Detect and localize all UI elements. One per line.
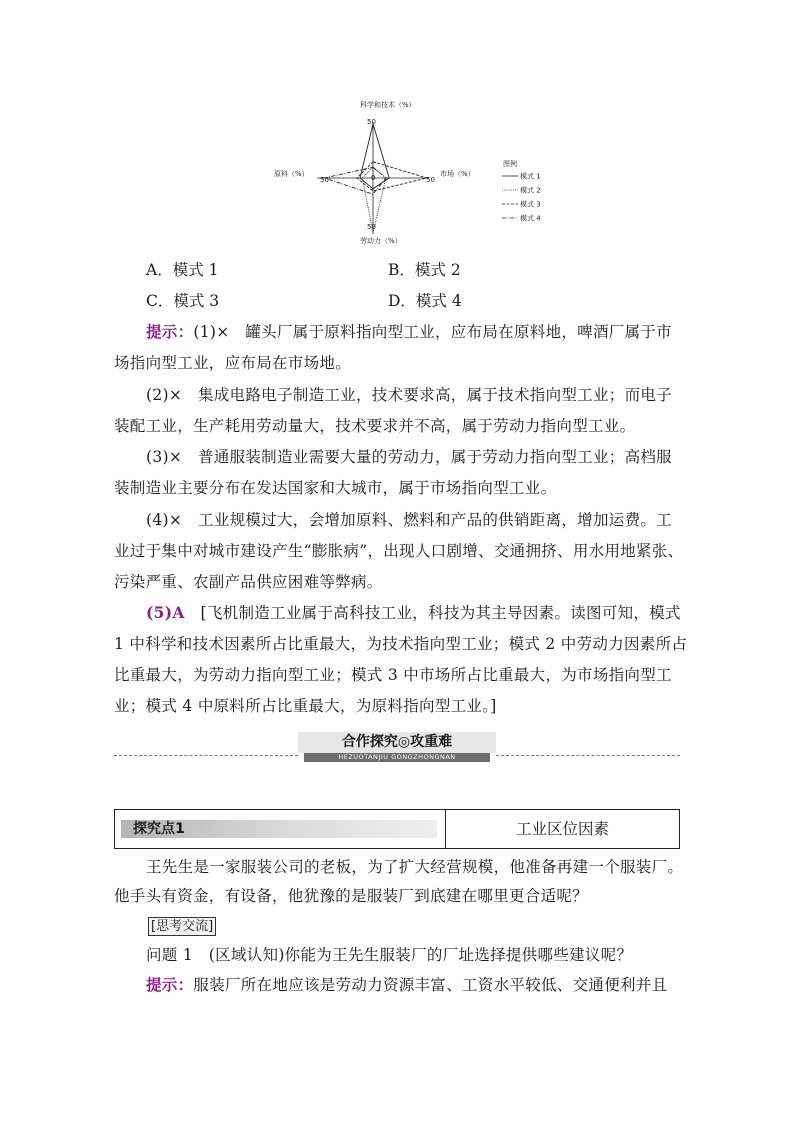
legend-item-1 bbox=[502, 172, 541, 181]
legend-item-3 bbox=[502, 200, 541, 209]
tick-label-bottom: 50 bbox=[367, 223, 376, 231]
banner-title: 合作探究◎攻重难 bbox=[298, 732, 496, 753]
axis-label-right: 市场（%） bbox=[440, 170, 475, 178]
item-1-number: (1)× bbox=[193, 323, 230, 341]
legend-label-1: 模式 1 bbox=[520, 172, 541, 181]
tick-label-top: 50 bbox=[367, 118, 376, 126]
hint-label-2: 提示： bbox=[146, 975, 194, 994]
hint-item-5-line-3: 比重最大，为劳动力指向型工业；模式 3 中市场所占比重最大，为市场指向型工 bbox=[114, 666, 672, 684]
banner-subtitle: HEZUOTANJIU GONGZHONGNAN bbox=[304, 753, 490, 762]
answer-1: 提示：服装厂所在地应该是劳动力资源丰富、工资水平较低、交通便利并且 bbox=[146, 975, 668, 994]
option-c: C．模式 3 bbox=[146, 292, 220, 310]
radar-series-4 bbox=[324, 167, 386, 194]
case-line-1: 王先生是一家服装公司的老板，为了扩大经营规模，他准备再建一个服装厂。 bbox=[146, 858, 684, 876]
probe-tag-label: 探究点1 bbox=[133, 821, 185, 837]
probe-topic: 工业区位因素 bbox=[515, 820, 609, 838]
item-3-number: (3)× bbox=[146, 448, 183, 466]
probe-tag-cell bbox=[115, 810, 446, 848]
hint-item-5-line-4: 业；模式 4 中原料所占比重最大，为原料指向型工业。] bbox=[114, 697, 497, 715]
banner-rule-right bbox=[496, 755, 680, 756]
hint-item-2-line-1: (2)× 集成电路电子制造工业，技术要求高，属于技术指向型工业；而电子 bbox=[146, 386, 672, 404]
radar-chart bbox=[260, 98, 560, 248]
legend-item-4 bbox=[502, 214, 541, 223]
option-a: A．模式 1 bbox=[146, 261, 219, 279]
hint-item-4-line-3: 污染严重、农副产品供应困难等弊病。 bbox=[114, 573, 383, 591]
case-line-2: 他手头有资金，有设备，他犹豫的是服装厂到底建在哪里更合适呢？ bbox=[114, 887, 589, 905]
hint-label: 提示： bbox=[146, 322, 194, 341]
hint-item-1-line-1: 提示：(1)× 罐头厂属于原料指向型工业，应布局在原料地，啤酒厂属于市 bbox=[146, 322, 672, 341]
tick-label-right: 50 bbox=[426, 176, 435, 184]
option-b: B．模式 2 bbox=[388, 261, 461, 279]
hint-item-2-line-2: 装配工业，生产耗用劳动量大，技术要求并不高，属于劳动力指向型工业。 bbox=[114, 417, 636, 435]
legend-label-2: 模式 2 bbox=[520, 186, 541, 195]
hint-item-3-line-1: (3)× 普通服装制造业需要大量的劳动力，属于劳动力指向型工业；高档服 bbox=[146, 448, 672, 466]
legend-label-4: 模式 4 bbox=[520, 214, 541, 223]
item-5-number: (5)A bbox=[146, 603, 185, 622]
option-d: D．模式 4 bbox=[388, 292, 462, 310]
legend-label-3: 模式 3 bbox=[520, 200, 541, 209]
question-1: 问题 1 (区域认知)你能为王先生服装厂的厂址选择提供哪些建议呢？ bbox=[146, 946, 633, 964]
hint-item-3-line-2: 装制造业主要分布在发达国家和大城市，属于市场指向型工业。 bbox=[114, 479, 557, 497]
hint-item-5-line-2: 1 中科学和技术因素所占比重最大，为技术指向型工业；模式 2 中劳动力因素所占 bbox=[114, 635, 688, 653]
radar-series-3 bbox=[357, 162, 427, 191]
hint-item-1-line-2: 场指向型工业，应布局在市场地。 bbox=[114, 354, 352, 372]
axis-label-top: 科学和技术（%） bbox=[360, 101, 416, 109]
item-4-number: (4)× bbox=[146, 511, 183, 529]
axis-label-bottom: 劳动力（%） bbox=[360, 237, 402, 245]
probe-tag bbox=[121, 820, 437, 838]
item-2-number: (2)× bbox=[146, 386, 183, 404]
tick-label-left: 50 bbox=[320, 176, 329, 184]
hint-item-4-line-1: (4)× 工业规模过大，会增加原料、燃料和产品的供销距离，增加运费。工 bbox=[146, 511, 672, 529]
axis-label-left: 原料（%） bbox=[274, 170, 309, 178]
hint-item-4-line-2: 业过于集中对城市建设产生“膨胀病”，出现人口剧增、交通拥挤、用水用地紧张、 bbox=[114, 542, 684, 560]
hint-item-5-line-1: (5)A [飞机制造工业属于高科技工业，科技为其主导因素。读图可知，模式 bbox=[146, 603, 681, 622]
legend-title: 图例 bbox=[503, 160, 517, 168]
banner-rule-left bbox=[114, 755, 298, 756]
legend-item-2 bbox=[502, 186, 541, 195]
probe-point-table bbox=[114, 809, 680, 849]
think-exchange-label: [思考交流] bbox=[148, 917, 216, 936]
tick-label-center: 0 bbox=[371, 174, 376, 182]
section-banner bbox=[114, 732, 680, 764]
